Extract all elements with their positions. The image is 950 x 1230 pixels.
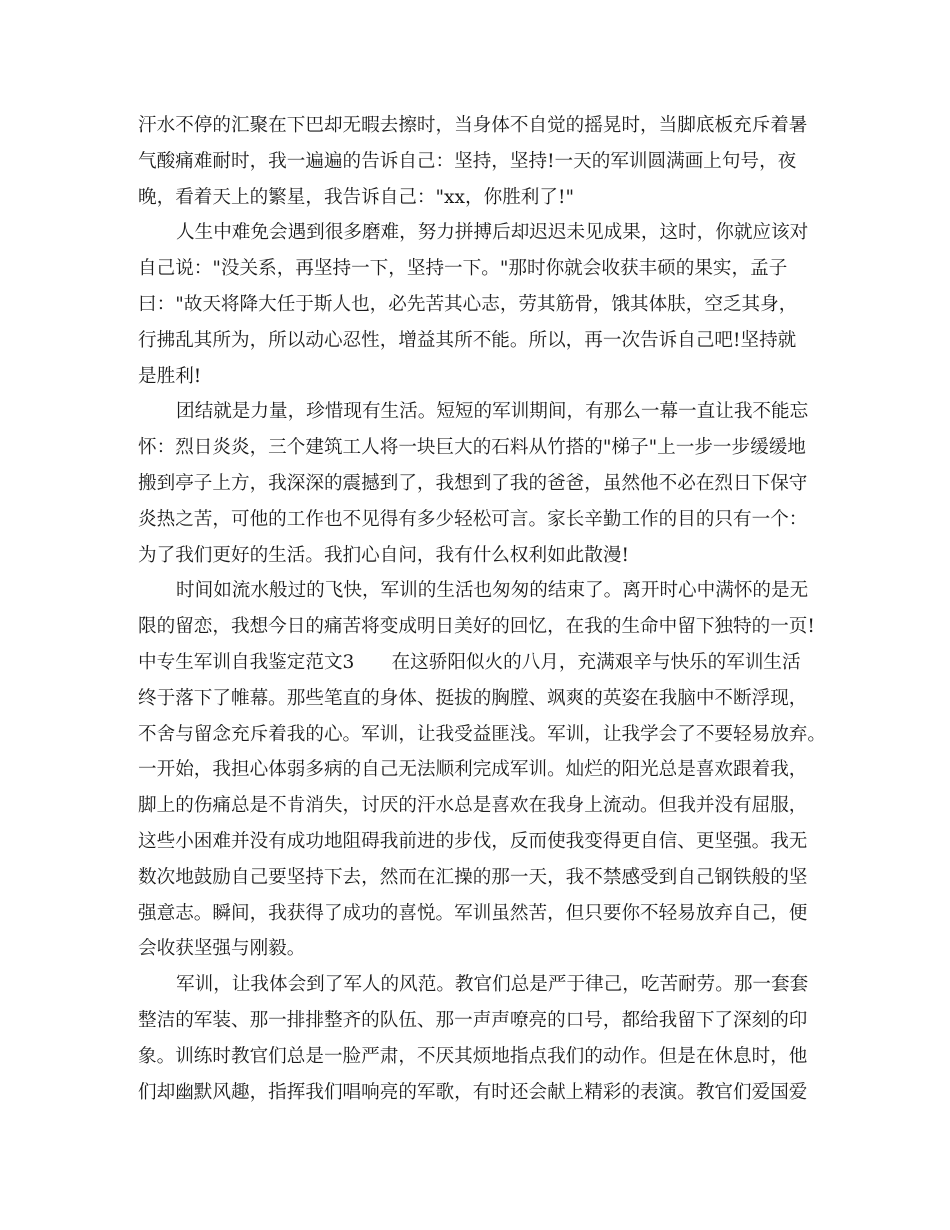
text-line: 脚上的伤痛总是不肯消失，讨厌的汗水总是喜欢在我身上流动。但我并没有屈服，	[138, 795, 808, 817]
text-line: 数次地鼓励自己要坚持下去，然而在汇操的那一天，我不禁感受到自己钢铁般的坚	[138, 866, 808, 888]
text-line: 强意志。瞬间，我获得了成功的喜悦。军训虽然苦，但只要你不轻易放弃自己，便	[138, 902, 808, 924]
text-line: 会收获坚强与刚毅。	[138, 938, 306, 960]
text-line: 中专生军训自我鉴定范文3 在这骄阳似火的八月，充满艰辛与快乐的军训生活	[138, 651, 801, 673]
text-line: 军训，让我体会到了军人的风范。教官们总是严于律己，吃苦耐劳。那一套套	[176, 974, 809, 996]
text-line: 晚，看着天上的繁星，我告诉自己："xx，你胜利了!"	[138, 186, 575, 208]
text-line: 自己说："没关系，再坚持一下，坚持一下。"那时你就会收获丰硕的果实，孟子	[138, 258, 788, 280]
text-line: 是胜利!	[138, 365, 202, 387]
text-line: 终于落下了帷幕。那些笔直的身体、挺拔的胸膛、飒爽的英姿在我脑中不断浮现，	[138, 687, 808, 709]
text-line: 象。训练时教官们总是一脸严肃，不厌其烦地指点我们的动作。但是在休息时，他	[138, 1045, 808, 1067]
text-line: 这些小困难并没有成功地阻碍我前进的步伐，反而使我变得更自信、更坚强。我无	[138, 830, 808, 852]
text-line: 气酸痛难耐时，我一遍遍的告诉自己：坚持，坚持!一天的军训圆满画上句号，夜	[138, 150, 797, 172]
text-line: 时间如流水般过的飞快，军训的生活也匆匆的结束了。离开时心中满怀的是无	[176, 580, 809, 602]
text-line: 限的留恋，我想今日的痛苦将变成明日美好的回忆，在我的生命中留下独特的一页!	[138, 616, 815, 638]
text-line: 整洁的军装、那一排排整齐的队伍、那一声声嘹亮的口号，都给我留下了深刻的印	[138, 1009, 808, 1031]
text-line: 一开始，我担心体弱多病的自己无法顺利完成军训。灿烂的阳光总是喜欢跟着我，	[138, 759, 808, 781]
text-line: 曰："故天将降大任于斯人也，必先苦其心志，劳其筋骨，饿其体肤，空乏其身，	[138, 293, 798, 315]
text-line: 汗水不停的汇聚在下巴却无暇去擦时，当身体不自觉的摇晃时，当脚底板充斥着暑	[138, 115, 808, 136]
text-line: 怀：烈日炎炎，三个建筑工人将一块巨大的石料从竹搭的"梯子"上一步一步缓缓地	[138, 437, 806, 459]
text-line: 不舍与留念充斥着我的心。军训，让我受益匪浅。军训，让我学会了不要轻易放弃。	[138, 723, 826, 745]
document-body	[138, 108, 828, 1110]
text-line: 为了我们更好的生活。我扪心自问，我有什么权利如此散漫!	[138, 544, 629, 566]
text-line: 团结就是力量，珍惜现有生活。短短的军训期间，有那么一幕一直让我不能忘	[176, 401, 809, 423]
text-line: 炎热之苦，可他的工作也不见得有多少轻松可言。家长辛勤工作的目的只有一个：	[138, 508, 808, 530]
text-line: 人生中难免会遇到很多磨难，努力拼搏后却迟迟未见成果，这时，你就应该对	[176, 222, 809, 244]
text-line: 行拂乱其所为，所以动心忍性，增益其所不能。所以，再一次告诉自己吧!坚持就	[138, 329, 797, 351]
text-line: 们却幽默风趣，指挥我们唱响亮的军歌，有时还会献上精彩的表演。教官们爱国爱	[138, 1081, 808, 1103]
text-line: 搬到亭子上方，我深深的震撼到了，我想到了我的爸爸，虽然他不必在烈日下保守	[138, 472, 808, 494]
